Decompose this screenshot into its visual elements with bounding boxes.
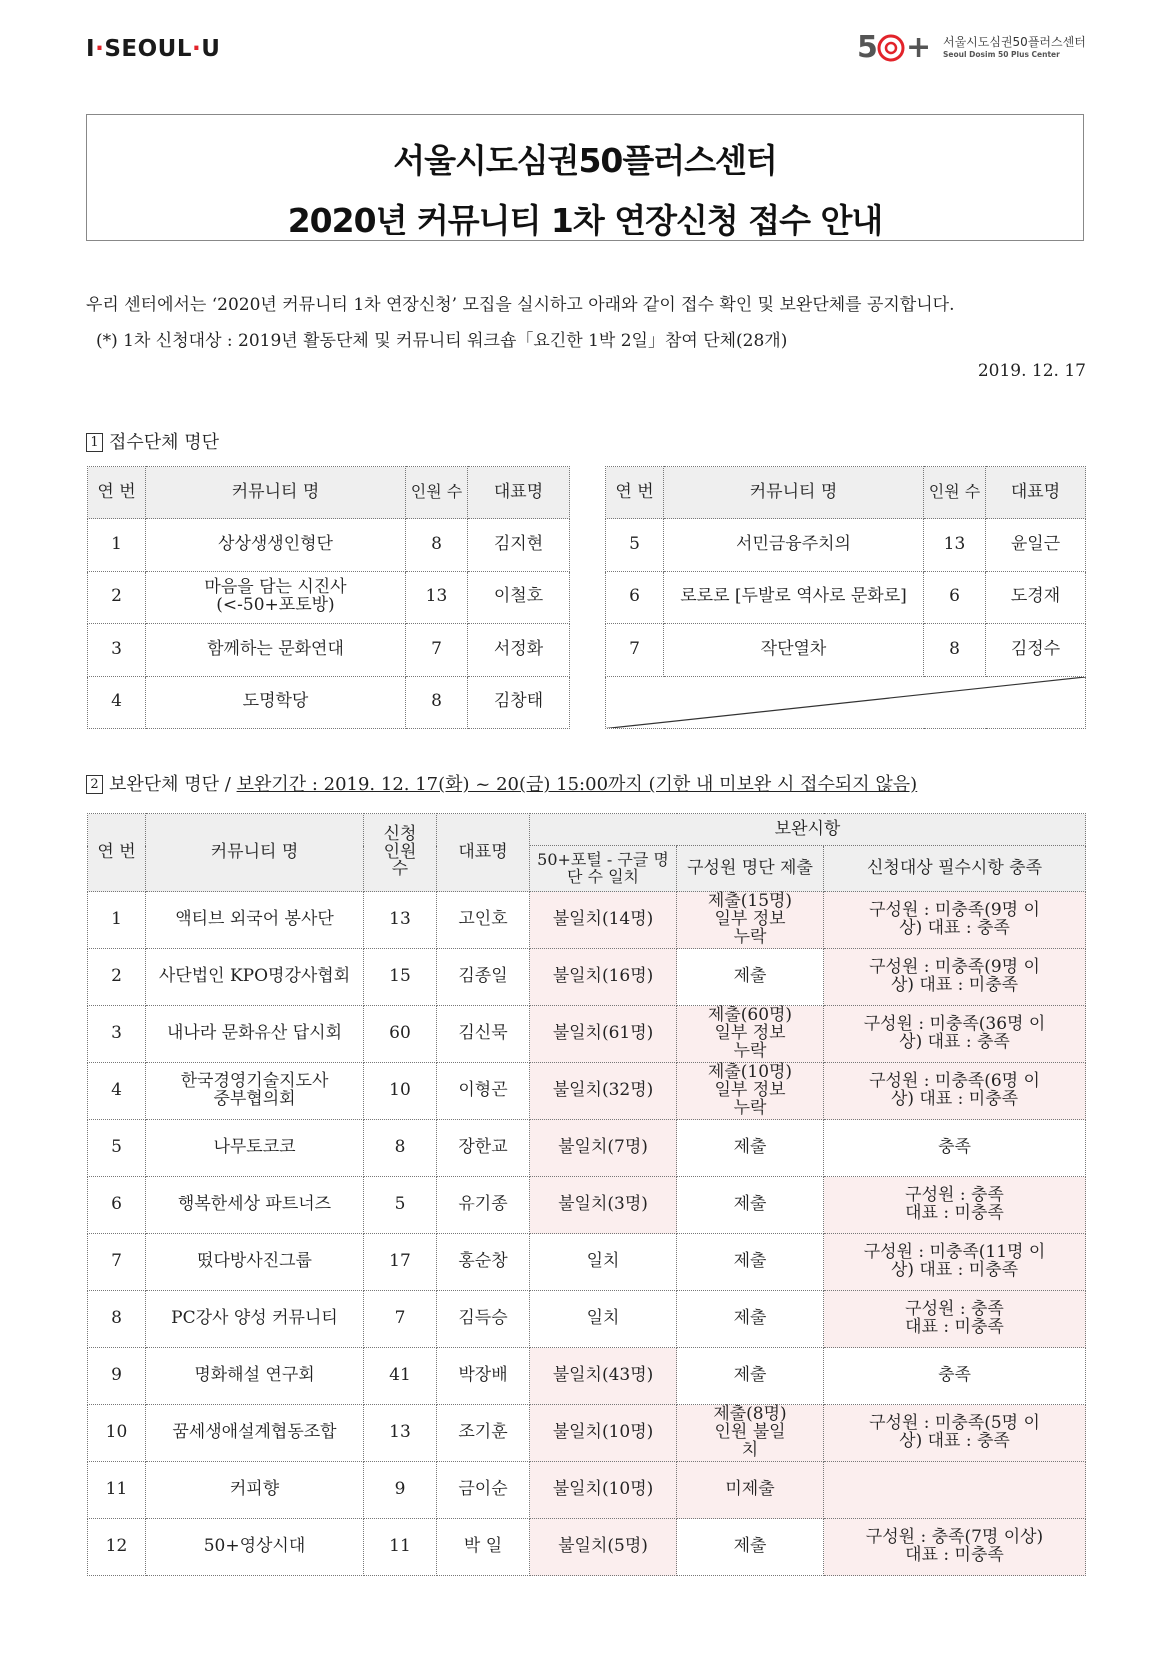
- col-header-rep: 대표명: [986, 467, 1086, 519]
- cell-rep: 김신묵: [437, 1006, 530, 1063]
- cell-count: 8: [924, 624, 986, 677]
- cell-name: 사단법인 KPO명강사협회: [146, 949, 364, 1006]
- cell-rep: 금이순: [437, 1462, 530, 1519]
- section-title: 접수단체 명단: [109, 432, 220, 453]
- cell-no: 4: [88, 676, 146, 729]
- cell-c1: 불일치(14명): [530, 892, 677, 949]
- cell-no: 2: [88, 571, 146, 624]
- cell-no: 2: [88, 949, 146, 1006]
- cell-count: 8: [406, 676, 468, 729]
- cell-c2: 제출: [677, 1348, 824, 1405]
- table-row: [88, 1006, 1086, 1063]
- table-header-row: [606, 467, 1086, 519]
- cell-name: 나무토코코: [146, 1120, 364, 1177]
- cell-no: 3: [88, 624, 146, 677]
- title-box: [86, 114, 1084, 241]
- cell-no: 4: [88, 1063, 146, 1120]
- col-header-name: 커뮤니티 명: [146, 467, 406, 519]
- cell-name: 꿈세생애설계협동조합: [146, 1405, 364, 1462]
- cell-c3: 구성원 : 미충족(5명 이상) 대표 : 충족: [824, 1405, 1086, 1462]
- cell-no: 7: [88, 1234, 146, 1291]
- table-header-row: [88, 467, 570, 519]
- table-row: [88, 1519, 1086, 1576]
- cell-no: 11: [88, 1462, 146, 1519]
- cell-name: PC강사 양성 커뮤니티: [146, 1291, 364, 1348]
- cell-rep: 박장배: [437, 1348, 530, 1405]
- cell-c2: 미제출: [677, 1462, 824, 1519]
- cell-name: 로로로 [두발로 역사로 문화로]: [664, 571, 924, 624]
- cell-count: 6: [924, 571, 986, 624]
- cell-c2: 제출(60명) 일부 정보누락: [677, 1006, 824, 1063]
- cell-c1: 불일치(10명): [530, 1462, 677, 1519]
- cell-c1: 불일치(7명): [530, 1120, 677, 1177]
- cell-no: 7: [606, 624, 664, 677]
- cell-name: 한국경영기술지도사 중부협의회: [146, 1063, 364, 1120]
- cell-name: 함께하는 문화연대: [146, 624, 406, 677]
- cell-c3: 구성원 : 미충족(11명 이상) 대표 : 미충족: [824, 1234, 1086, 1291]
- supplement-period: 보완기간 : 2019. 12. 17(화) ~ 20(금) 15:00까지 (기한 내 미보완 시 접수되지 않음): [236, 774, 918, 795]
- cell-c3: [824, 1462, 1086, 1519]
- table-row: [88, 1462, 1086, 1519]
- table-row: [88, 1234, 1086, 1291]
- col-header-rep: 대표명: [437, 814, 530, 892]
- cell-count: 13: [364, 892, 437, 949]
- cell-count: 11: [364, 1519, 437, 1576]
- cell-rep: 도경재: [986, 571, 1086, 624]
- table-row: [88, 1291, 1086, 1348]
- cell-rep: 김정수: [986, 624, 1086, 677]
- table-row: [606, 519, 1086, 572]
- cell-c1: 불일치(61명): [530, 1006, 677, 1063]
- cell-c2: 제출: [677, 1291, 824, 1348]
- col-header-count: 인원 수: [406, 467, 468, 519]
- col-header-group: 보완시항: [530, 814, 1086, 846]
- cell-c2: 제출(10명) 일부 정보누락: [677, 1063, 824, 1120]
- cell-count: 41: [364, 1348, 437, 1405]
- table-row: [88, 1405, 1086, 1462]
- cell-no: 1: [88, 892, 146, 949]
- col-header-rep: 대표명: [468, 467, 570, 519]
- cell-c1: 불일치(3명): [530, 1177, 677, 1234]
- cell-name: 커피향: [146, 1462, 364, 1519]
- cell-no: 9: [88, 1348, 146, 1405]
- table-row: [88, 949, 1086, 1006]
- cell-no: 12: [88, 1519, 146, 1576]
- cell-c3: 구성원 : 미충족(36명 이상) 대표 : 충족: [824, 1006, 1086, 1063]
- col-header-c3: 신청대상 필수시항 충족: [824, 846, 1086, 892]
- cell-count: 7: [406, 624, 468, 677]
- table-row: [606, 571, 1086, 624]
- cell-name: 내나라 문화유산 답시회: [146, 1006, 364, 1063]
- cell-c3: 구성원 : 충족 대표 : 미충족: [824, 1291, 1086, 1348]
- cell-c1: 불일치(16명): [530, 949, 677, 1006]
- cell-rep: 유기종: [437, 1177, 530, 1234]
- cell-count: 13: [406, 571, 468, 624]
- cell-c3: 구성원 : 미충족(6명 이상) 대표 : 미충족: [824, 1063, 1086, 1120]
- intro-note: (*) 1차 신청대상 : 2019년 활동단체 및 커뮤니티 워크숍「요긴한 1박 2일」참여 단체(28개): [96, 331, 788, 351]
- col-header-name: 커뮤니티 명: [146, 814, 364, 892]
- cell-no: 6: [88, 1177, 146, 1234]
- cell-rep: 김지현: [468, 519, 570, 572]
- section-1-heading: [86, 428, 219, 454]
- cell-count: 8: [406, 519, 468, 572]
- cell-name: 도명학당: [146, 676, 406, 729]
- cell-c3: 충족: [824, 1120, 1086, 1177]
- table-header-row: [88, 814, 1086, 846]
- cell-name: 마음을 담는 시진사(<-50+포토방): [146, 571, 406, 624]
- cell-rep: 김종일: [437, 949, 530, 1006]
- cell-c3: 구성원 : 미충족(9명 이상) 대표 : 충족: [824, 892, 1086, 949]
- page-subtitle: 2020년 커뮤니티 1차 연장신청 접수 안내: [287, 201, 883, 240]
- cell-c2: 제출: [677, 1120, 824, 1177]
- accepted-table-left: [87, 466, 570, 729]
- cell-count: 15: [364, 949, 437, 1006]
- cell-c1: 불일치(5명): [530, 1519, 677, 1576]
- cell-name: 50+영상시대: [146, 1519, 364, 1576]
- cell-name: 행복한세상 파트너즈: [146, 1177, 364, 1234]
- cell-c1: 불일치(10명): [530, 1405, 677, 1462]
- cell-c3: 구성원 : 충족 대표 : 미충족: [824, 1177, 1086, 1234]
- center-name: 서울시도심권50플러스센터: [943, 35, 1086, 49]
- cell-c2: 제출(15명) 일부 정보누락: [677, 892, 824, 949]
- cell-name: 서민금융주치의: [664, 519, 924, 572]
- table-row: [88, 624, 570, 677]
- cell-rep: 이형곤: [437, 1063, 530, 1120]
- cell-name: 떴다방사진그룹: [146, 1234, 364, 1291]
- table-row: [88, 571, 570, 624]
- table-row: [88, 1348, 1086, 1405]
- center-name-en: Seoul Dosim 50 Plus Center: [943, 50, 1060, 59]
- cell-c3: 구성원 : 충족(7명 이상) 대표 : 미충족: [824, 1519, 1086, 1576]
- table-row: [88, 519, 570, 572]
- col-header-c2: 구성원 명단 제출: [677, 846, 824, 892]
- col-header-count: 인원 수: [924, 467, 986, 519]
- cell-count: 13: [364, 1405, 437, 1462]
- cell-c1: 불일치(43명): [530, 1348, 677, 1405]
- cell-no: 3: [88, 1006, 146, 1063]
- cell-c2: 제출: [677, 1234, 824, 1291]
- 50-plus-logo-icon: 5 +: [857, 30, 932, 65]
- table-row: [88, 1063, 1086, 1120]
- center-logo: [857, 28, 1087, 68]
- cell-c3: 충족: [824, 1348, 1086, 1405]
- col-header-c1: 50+포털 - 구글 명단 수 일치: [530, 846, 677, 892]
- cell-no: 8: [88, 1291, 146, 1348]
- col-header-count: 신청 인원 수: [364, 814, 437, 892]
- cell-count: 7: [364, 1291, 437, 1348]
- cell-no: 5: [606, 519, 664, 572]
- col-header-no: 연 번: [88, 814, 146, 892]
- i-seoul-u-logo: I·SEOUL·U: [86, 36, 221, 62]
- cell-c1: 일치: [530, 1234, 677, 1291]
- cell-rep: 장한교: [437, 1120, 530, 1177]
- cell-rep: 윤일근: [986, 519, 1086, 572]
- cell-count: 17: [364, 1234, 437, 1291]
- cell-count: 60: [364, 1006, 437, 1063]
- cell-rep: 조기훈: [437, 1405, 530, 1462]
- table-row: [88, 1177, 1086, 1234]
- cell-c2: 제출(8명) 인원 불일치: [677, 1405, 824, 1462]
- cell-count: 13: [924, 519, 986, 572]
- table-row: [88, 892, 1086, 949]
- cell-c1: 불일치(32명): [530, 1063, 677, 1120]
- cell-rep: 박 일: [437, 1519, 530, 1576]
- accepted-table-right: [605, 466, 1086, 729]
- cell-rep: 서정화: [468, 624, 570, 677]
- cell-name: 작단열차: [664, 624, 924, 677]
- cell-rep: 홍순창: [437, 1234, 530, 1291]
- section-number: 2: [86, 775, 103, 794]
- cell-no: 1: [88, 519, 146, 572]
- table-row: [88, 1120, 1086, 1177]
- cell-c2: 제출: [677, 949, 824, 1006]
- cell-rep: 김득승: [437, 1291, 530, 1348]
- cell-rep: 고인호: [437, 892, 530, 949]
- col-header-name: 커뮤니티 명: [664, 467, 924, 519]
- cell-c3: 구성원 : 미충족(9명 이상) 대표 : 미충족: [824, 949, 1086, 1006]
- cell-no: 6: [606, 571, 664, 624]
- cell-count: 10: [364, 1063, 437, 1120]
- supplement-table: [87, 813, 1086, 1576]
- section-number: 1: [86, 433, 103, 452]
- cell-name: 액티브 외국어 봉사단: [146, 892, 364, 949]
- cell-count: 8: [364, 1120, 437, 1177]
- cell-count: 5: [364, 1177, 437, 1234]
- diagonal-line: [606, 677, 1085, 729]
- notice-date: 2019. 12. 17: [977, 361, 1086, 381]
- cell-name: 상상생생인형단: [146, 519, 406, 572]
- cell-count: 9: [364, 1462, 437, 1519]
- cell-rep: 김창태: [468, 676, 570, 729]
- table-row: [88, 676, 570, 729]
- col-header-no: 연 번: [88, 467, 146, 519]
- col-header-no: 연 번: [606, 467, 664, 519]
- section-title: 보완단체 명단 /: [109, 774, 237, 795]
- cell-no: 5: [88, 1120, 146, 1177]
- empty-row: [606, 676, 1086, 729]
- cell-c2: 제출: [677, 1177, 824, 1234]
- diagonal-empty-cell: [606, 676, 1086, 729]
- cell-name: 명화해설 연구회: [146, 1348, 364, 1405]
- table-row: [606, 624, 1086, 677]
- intro-text: 우리 센터에서는 ‘2020년 커뮤니티 1차 연장신청’ 모집을 실시하고 아래와 같이 접수 확인 및 보완단체를 공지합니다.: [86, 295, 955, 315]
- section-2-heading: [86, 770, 917, 796]
- cell-c2: 제출: [677, 1519, 824, 1576]
- cell-no: 10: [88, 1405, 146, 1462]
- cell-c1: 일치: [530, 1291, 677, 1348]
- cell-rep: 이철호: [468, 571, 570, 624]
- page-title: 서울시도심권50플러스센터: [393, 141, 777, 180]
